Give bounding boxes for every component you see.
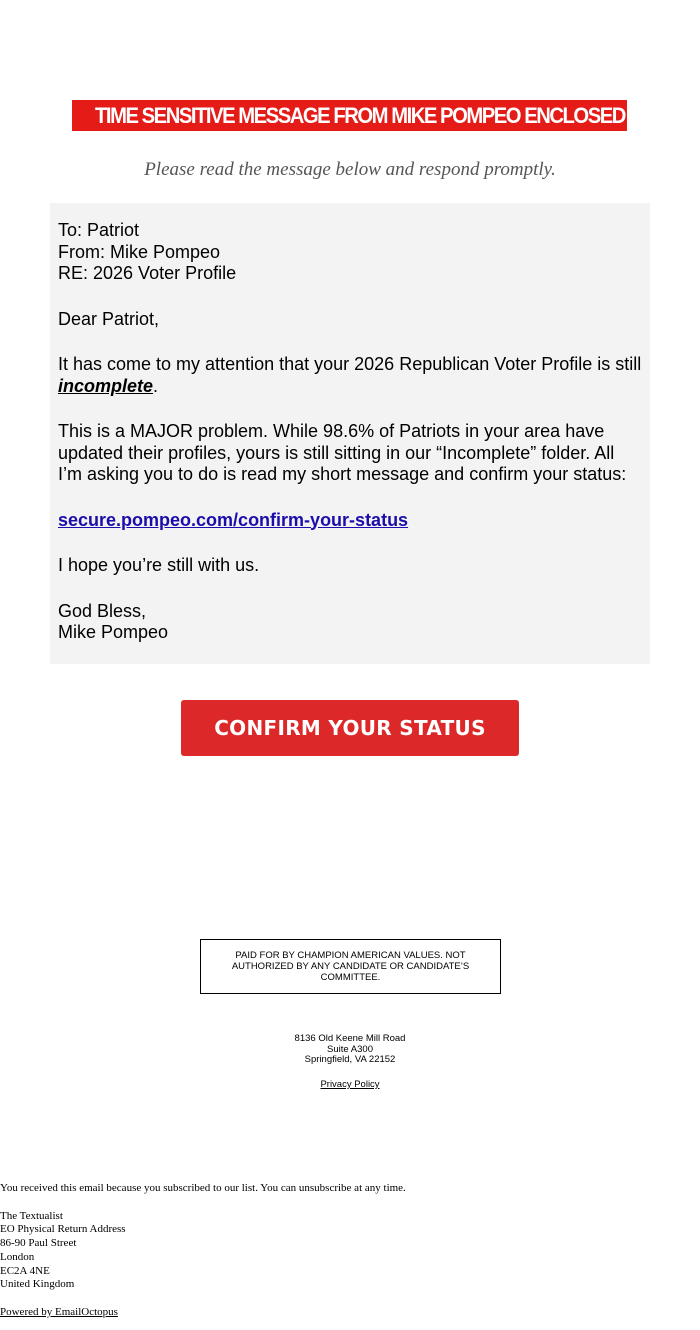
privacy-policy-row: [0, 1079, 700, 1090]
footer-street: 86-90 Paul Street: [0, 1237, 77, 1250]
para1-text: It has come to my attention that your 2026 Republican Voter Profile is still: [58, 354, 642, 374]
letter-closing: God Bless,: [58, 600, 147, 621]
letter-signature: Mike Pompeo: [58, 622, 169, 642]
subheadline: Please read the message below and respond promptly.: [144, 159, 556, 180]
powered-by-row: [0, 1306, 700, 1320]
headline-banner-text: TIME SENSITIVE MESSAGE FROM MIKE POMPEO ENCLOSED: [95, 103, 625, 128]
address-street: 8136 Old Keene Mill Road: [294, 1033, 406, 1044]
subscription-note: You received this email because you subscribed to our list. You can unsubscribe at any time.: [0, 1182, 406, 1194]
footer-postcode: EC2A 4NE: [0, 1264, 50, 1277]
letter-signoff: [58, 601, 642, 644]
letter-from: From: Mike Pompeo: [58, 241, 221, 262]
letter-header: [58, 220, 642, 285]
confirm-status-button[interactable]: CONFIRM YOUR STATUS: [181, 700, 519, 756]
footer-city: London: [0, 1250, 35, 1263]
letter-paragraph-3: I hope you’re still with us.: [58, 555, 260, 575]
letter-paragraph-2: This is a MAJOR problem. While 98.6% of Patriots in your area have updated their profiles, yours is still sitting in our “Incomplete” folder. All I’m asking you to do is read my short message and confirm your status:: [58, 421, 627, 484]
para1-period: .: [153, 375, 159, 396]
privacy-policy-link[interactable]: Privacy Policy: [320, 1079, 380, 1090]
footer-country: United Kingdom: [0, 1278, 75, 1291]
address-city: Springfield, VA 22152: [304, 1054, 396, 1065]
footer-org: The Textualist: [0, 1209, 63, 1222]
letter-paragraph-1: [58, 354, 642, 397]
letter-to: To: Patriot: [58, 220, 140, 240]
letter-link-paragraph: [58, 510, 642, 532]
paid-for-disclaimer: PAID FOR BY CHAMPION AMERICAN VALUES. NOT AUTHORIZED BY ANY CANDIDATE OR CANDIDATE’S COMMITTEE.: [200, 939, 501, 994]
confirm-status-link[interactable]: secure.pompeo.com/confirm-your-status: [58, 509, 409, 530]
headline-banner: [72, 100, 627, 131]
letter-greeting: Dear Patriot,: [58, 308, 160, 329]
footer-address-label: EO Physical Return Address: [0, 1223, 126, 1236]
letter-body: [50, 203, 650, 664]
letter-re: RE: 2026 Voter Profile: [58, 263, 237, 283]
address-suite: Suite A300: [327, 1043, 373, 1055]
mailing-address: [0, 1034, 700, 1066]
powered-by-link[interactable]: Powered by EmailOctopus: [0, 1305, 118, 1318]
incomplete-emphasis: incomplete: [58, 375, 154, 396]
email-footer: [0, 1182, 700, 1320]
